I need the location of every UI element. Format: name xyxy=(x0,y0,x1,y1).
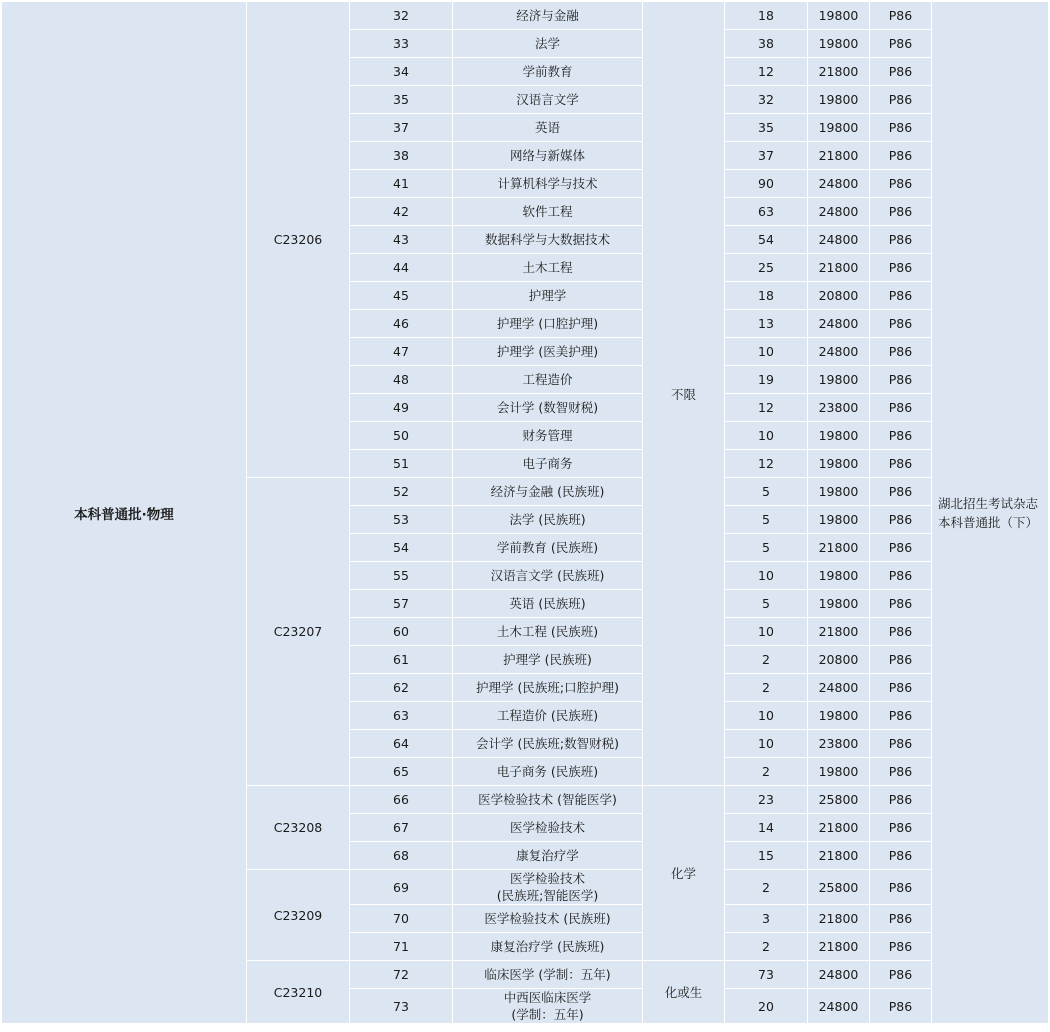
page-ref-cell: P86 xyxy=(870,989,932,1024)
major-name-line: 护理学 (口腔护理) xyxy=(496,316,599,331)
major-number-cell: 68 xyxy=(350,842,453,870)
page-ref-cell: P86 xyxy=(870,534,932,562)
page-ref-cell: P86 xyxy=(870,590,932,618)
major-name-cell xyxy=(453,730,643,758)
page-ref-cell: P86 xyxy=(870,814,932,842)
major-name-line: 土木工程 xyxy=(522,260,573,275)
major-name-cell xyxy=(453,534,643,562)
page-ref-cell: P86 xyxy=(870,933,932,961)
page-ref-cell: P86 xyxy=(870,450,932,478)
major-name-cell xyxy=(453,814,643,842)
major-name-line: 电子商务 (民族班) xyxy=(496,764,599,779)
major-name-cell xyxy=(453,478,643,506)
tuition-fee-cell: 19800 xyxy=(808,758,870,786)
tuition-fee-cell: 25800 xyxy=(808,870,870,905)
major-number-cell: 55 xyxy=(350,562,453,590)
table-row xyxy=(2,2,1049,30)
plan-count-cell: 90 xyxy=(725,170,808,198)
major-name-line: 财务管理 xyxy=(522,428,573,443)
major-number-cell: 67 xyxy=(350,814,453,842)
page-ref-cell: P86 xyxy=(870,758,932,786)
major-name-line: 法学 (民族班) xyxy=(509,512,586,527)
tuition-fee-cell: 21800 xyxy=(808,618,870,646)
major-name-cell xyxy=(453,142,643,170)
major-number-cell: 66 xyxy=(350,786,453,814)
plan-count-cell: 20 xyxy=(725,989,808,1024)
page-ref-cell: P86 xyxy=(870,674,932,702)
page-ref-cell: P86 xyxy=(870,478,932,506)
major-name-line: 经济与金融 (民族班) xyxy=(490,484,605,499)
major-number-cell: 38 xyxy=(350,142,453,170)
plan-count-cell: 5 xyxy=(725,590,808,618)
plan-count-cell: 54 xyxy=(725,226,808,254)
tuition-fee-cell: 21800 xyxy=(808,842,870,870)
tuition-fee-cell: 19800 xyxy=(808,114,870,142)
group-code-cell: C23210 xyxy=(247,961,350,1024)
major-name-line: 计算机科学与技术 xyxy=(497,176,598,191)
tuition-fee-cell: 24800 xyxy=(808,961,870,989)
plan-count-cell: 10 xyxy=(725,618,808,646)
major-number-cell: 72 xyxy=(350,961,453,989)
page-ref-cell: P86 xyxy=(870,394,932,422)
tuition-fee-cell: 19800 xyxy=(808,366,870,394)
tuition-fee-cell: 19800 xyxy=(808,2,870,30)
major-name-line: 英语 (民族班) xyxy=(509,596,586,611)
major-name-cell xyxy=(453,590,643,618)
major-number-cell: 46 xyxy=(350,310,453,338)
plan-count-cell: 37 xyxy=(725,142,808,170)
plan-count-cell: 32 xyxy=(725,86,808,114)
tuition-fee-cell: 20800 xyxy=(808,646,870,674)
major-name-line: 工程造价 (民族班) xyxy=(496,708,599,723)
group-code-cell: C23209 xyxy=(247,870,350,961)
page-ref-cell: P86 xyxy=(870,562,932,590)
major-name-line: 土木工程 (民族班) xyxy=(496,624,599,639)
page-ref-cell: P86 xyxy=(870,702,932,730)
major-name-cell xyxy=(453,86,643,114)
major-name-cell xyxy=(453,905,643,933)
major-name-line: 医学检验技术 xyxy=(509,871,585,886)
tuition-fee-cell: 19800 xyxy=(808,702,870,730)
plan-count-cell: 15 xyxy=(725,842,808,870)
plan-count-cell: 2 xyxy=(725,933,808,961)
major-number-cell: 41 xyxy=(350,170,453,198)
major-name-cell xyxy=(453,422,643,450)
page-ref-cell: P86 xyxy=(870,114,932,142)
major-name-line: 经济与金融 xyxy=(516,8,579,23)
major-name-line: 数据科学与大数据技术 xyxy=(484,232,610,247)
major-number-cell: 51 xyxy=(350,450,453,478)
major-number-cell: 63 xyxy=(350,702,453,730)
major-name-cell xyxy=(453,310,643,338)
major-name-cell xyxy=(453,198,643,226)
major-name-line: 法学 xyxy=(534,36,560,51)
tuition-fee-cell: 21800 xyxy=(808,933,870,961)
source-cell xyxy=(932,2,1049,1024)
tuition-fee-cell: 23800 xyxy=(808,730,870,758)
major-name-cell xyxy=(453,758,643,786)
major-name-cell xyxy=(453,366,643,394)
major-name-line: 康复治疗学 xyxy=(516,848,579,863)
plan-count-cell: 18 xyxy=(725,282,808,310)
page-ref-cell: P86 xyxy=(870,198,932,226)
tuition-fee-cell: 21800 xyxy=(808,58,870,86)
major-name-line: 护理学 (民族班) xyxy=(503,652,592,667)
major-name-line: 护理学 (民族班;口腔护理) xyxy=(476,680,619,695)
major-name-cell xyxy=(453,646,643,674)
plan-count-cell: 10 xyxy=(725,730,808,758)
major-name-cell xyxy=(453,870,643,905)
major-number-cell: 45 xyxy=(350,282,453,310)
subject-requirement-cell: 不限 xyxy=(643,2,725,786)
major-name-cell xyxy=(453,961,643,989)
major-number-cell: 47 xyxy=(350,338,453,366)
plan-count-cell: 19 xyxy=(725,366,808,394)
tuition-fee-cell: 21800 xyxy=(808,905,870,933)
major-name-line: 英语 xyxy=(534,120,560,135)
plan-count-cell: 13 xyxy=(725,310,808,338)
page-ref-cell: P86 xyxy=(870,2,932,30)
major-name-line: 电子商务 xyxy=(522,456,573,471)
tuition-fee-cell: 21800 xyxy=(808,142,870,170)
plan-count-cell: 10 xyxy=(725,422,808,450)
group-code-cell: C23208 xyxy=(247,786,350,870)
major-number-cell: 53 xyxy=(350,506,453,534)
tuition-fee-cell: 20800 xyxy=(808,282,870,310)
major-name-cell xyxy=(453,2,643,30)
major-number-cell: 34 xyxy=(350,58,453,86)
major-number-cell: 33 xyxy=(350,30,453,58)
major-number-cell: 50 xyxy=(350,422,453,450)
major-number-cell: 57 xyxy=(350,590,453,618)
plan-count-cell: 14 xyxy=(725,814,808,842)
major-number-cell: 44 xyxy=(350,254,453,282)
plan-count-cell: 10 xyxy=(725,338,808,366)
plan-count-cell: 3 xyxy=(725,905,808,933)
page-ref-cell: P86 xyxy=(870,282,932,310)
major-name-line: 学前教育 xyxy=(522,64,573,79)
major-name-cell xyxy=(453,30,643,58)
tuition-fee-cell: 24800 xyxy=(808,198,870,226)
major-number-cell: 69 xyxy=(350,870,453,905)
page-ref-cell: P86 xyxy=(870,905,932,933)
major-name-line: (学制：五年) xyxy=(511,1007,584,1022)
major-name-line: 会计学 (民族班;数智财税) xyxy=(476,736,619,751)
tuition-fee-cell: 25800 xyxy=(808,786,870,814)
major-number-cell: 35 xyxy=(350,86,453,114)
group-code-cell: C23207 xyxy=(247,478,350,786)
major-name-cell xyxy=(453,933,643,961)
major-name-cell xyxy=(453,170,643,198)
plan-count-cell: 2 xyxy=(725,646,808,674)
page-ref-cell: P86 xyxy=(870,226,932,254)
major-name-cell xyxy=(453,506,643,534)
group-code-cell: C23206 xyxy=(247,2,350,478)
major-name-line: 汉语言文学 (民族班) xyxy=(490,568,605,583)
major-name-cell xyxy=(453,282,643,310)
plan-count-cell: 5 xyxy=(725,534,808,562)
subject-requirement-cell: 化或生 xyxy=(643,961,725,1024)
major-name-cell xyxy=(453,254,643,282)
major-name-line: 护理学 xyxy=(528,288,567,303)
page-ref-cell: P86 xyxy=(870,338,932,366)
major-number-cell: 42 xyxy=(350,198,453,226)
plan-count-cell: 10 xyxy=(725,702,808,730)
page-ref-cell: P86 xyxy=(870,142,932,170)
major-name-line: (民族班;智能医学) xyxy=(496,888,599,903)
tuition-fee-cell: 24800 xyxy=(808,338,870,366)
tuition-fee-cell: 19800 xyxy=(808,450,870,478)
page-ref-cell: P86 xyxy=(870,254,932,282)
page-ref-cell: P86 xyxy=(870,58,932,86)
major-number-cell: 65 xyxy=(350,758,453,786)
major-name-cell xyxy=(453,702,643,730)
plan-count-cell: 73 xyxy=(725,961,808,989)
major-name-cell xyxy=(453,674,643,702)
tuition-fee-cell: 19800 xyxy=(808,506,870,534)
source-line: 湖北招生考试杂志 xyxy=(938,495,1039,511)
page-ref-cell: P86 xyxy=(870,30,932,58)
major-number-cell: 32 xyxy=(350,2,453,30)
major-number-cell: 64 xyxy=(350,730,453,758)
tuition-fee-cell: 24800 xyxy=(808,226,870,254)
page-ref-cell: P86 xyxy=(870,786,932,814)
major-name-cell xyxy=(453,842,643,870)
admission-plan-table xyxy=(1,1,1049,1024)
page-ref-cell: P86 xyxy=(870,86,932,114)
page-ref-cell: P86 xyxy=(870,506,932,534)
tuition-fee-cell: 24800 xyxy=(808,989,870,1024)
page-ref-cell: P86 xyxy=(870,842,932,870)
tuition-fee-cell: 21800 xyxy=(808,534,870,562)
major-name-cell xyxy=(453,786,643,814)
tuition-fee-cell: 19800 xyxy=(808,478,870,506)
major-name-line: 医学检验技术 (民族班) xyxy=(484,911,611,926)
page-ref-cell: P86 xyxy=(870,961,932,989)
major-number-cell: 61 xyxy=(350,646,453,674)
tuition-fee-cell: 19800 xyxy=(808,590,870,618)
plan-count-cell: 12 xyxy=(725,394,808,422)
major-name-line: 会计学 (数智财税) xyxy=(496,400,599,415)
major-name-line: 工程造价 xyxy=(522,372,573,387)
tuition-fee-cell: 19800 xyxy=(808,422,870,450)
plan-count-cell: 5 xyxy=(725,478,808,506)
plan-count-cell: 38 xyxy=(725,30,808,58)
major-name-cell xyxy=(453,562,643,590)
tuition-fee-cell: 21800 xyxy=(808,814,870,842)
tuition-fee-cell: 24800 xyxy=(808,674,870,702)
plan-count-cell: 2 xyxy=(725,758,808,786)
page-ref-cell: P86 xyxy=(870,730,932,758)
major-name-line: 医学检验技术 (智能医学) xyxy=(478,792,617,807)
page-ref-cell: P86 xyxy=(870,422,932,450)
major-name-cell xyxy=(453,114,643,142)
major-name-cell xyxy=(453,989,643,1024)
major-number-cell: 54 xyxy=(350,534,453,562)
subject-requirement-cell: 化学 xyxy=(643,786,725,961)
tuition-fee-cell: 24800 xyxy=(808,310,870,338)
major-number-cell: 70 xyxy=(350,905,453,933)
major-number-cell: 43 xyxy=(350,226,453,254)
plan-count-cell: 12 xyxy=(725,450,808,478)
major-name-line: 中西医临床医学 xyxy=(503,990,592,1005)
plan-count-cell: 23 xyxy=(725,786,808,814)
major-number-cell: 73 xyxy=(350,989,453,1024)
tuition-fee-cell: 19800 xyxy=(808,30,870,58)
plan-count-cell: 25 xyxy=(725,254,808,282)
major-name-cell xyxy=(453,226,643,254)
plan-count-cell: 18 xyxy=(725,2,808,30)
major-name-line: 网络与新媒体 xyxy=(509,148,585,163)
major-name-cell xyxy=(453,450,643,478)
tuition-fee-cell: 19800 xyxy=(808,86,870,114)
plan-count-cell: 35 xyxy=(725,114,808,142)
major-number-cell: 48 xyxy=(350,366,453,394)
major-name-cell xyxy=(453,618,643,646)
major-number-cell: 62 xyxy=(350,674,453,702)
major-name-cell xyxy=(453,58,643,86)
major-name-line: 临床医学 (学制：五年) xyxy=(484,967,611,982)
major-name-cell xyxy=(453,394,643,422)
plan-count-cell: 63 xyxy=(725,198,808,226)
tuition-fee-cell: 24800 xyxy=(808,170,870,198)
major-number-cell: 37 xyxy=(350,114,453,142)
major-name-line: 软件工程 xyxy=(522,204,573,219)
tuition-fee-cell: 23800 xyxy=(808,394,870,422)
page-ref-cell: P86 xyxy=(870,310,932,338)
major-name-line: 汉语言文学 xyxy=(516,92,579,107)
major-number-cell: 49 xyxy=(350,394,453,422)
page-ref-cell: P86 xyxy=(870,366,932,394)
plan-count-cell: 12 xyxy=(725,58,808,86)
major-name-line: 医学检验技术 xyxy=(509,820,585,835)
major-number-cell: 60 xyxy=(350,618,453,646)
plan-count-cell: 2 xyxy=(725,870,808,905)
major-number-cell: 71 xyxy=(350,933,453,961)
batch-cell: 本科普通批·物理 xyxy=(2,2,247,1024)
major-name-cell xyxy=(453,338,643,366)
major-name-line: 学前教育 (民族班) xyxy=(496,540,599,555)
page-ref-cell: P86 xyxy=(870,170,932,198)
tuition-fee-cell: 19800 xyxy=(808,562,870,590)
page-ref-cell: P86 xyxy=(870,618,932,646)
plan-count-cell: 2 xyxy=(725,674,808,702)
major-name-line: 康复治疗学 (民族班) xyxy=(490,939,605,954)
page-ref-cell: P86 xyxy=(870,646,932,674)
page-ref-cell: P86 xyxy=(870,870,932,905)
major-number-cell: 52 xyxy=(350,478,453,506)
major-name-line: 护理学 (医美护理) xyxy=(496,344,599,359)
plan-count-cell: 10 xyxy=(725,562,808,590)
source-line: 本科普通批（下） xyxy=(938,514,1039,530)
plan-count-cell: 5 xyxy=(725,506,808,534)
tuition-fee-cell: 21800 xyxy=(808,254,870,282)
